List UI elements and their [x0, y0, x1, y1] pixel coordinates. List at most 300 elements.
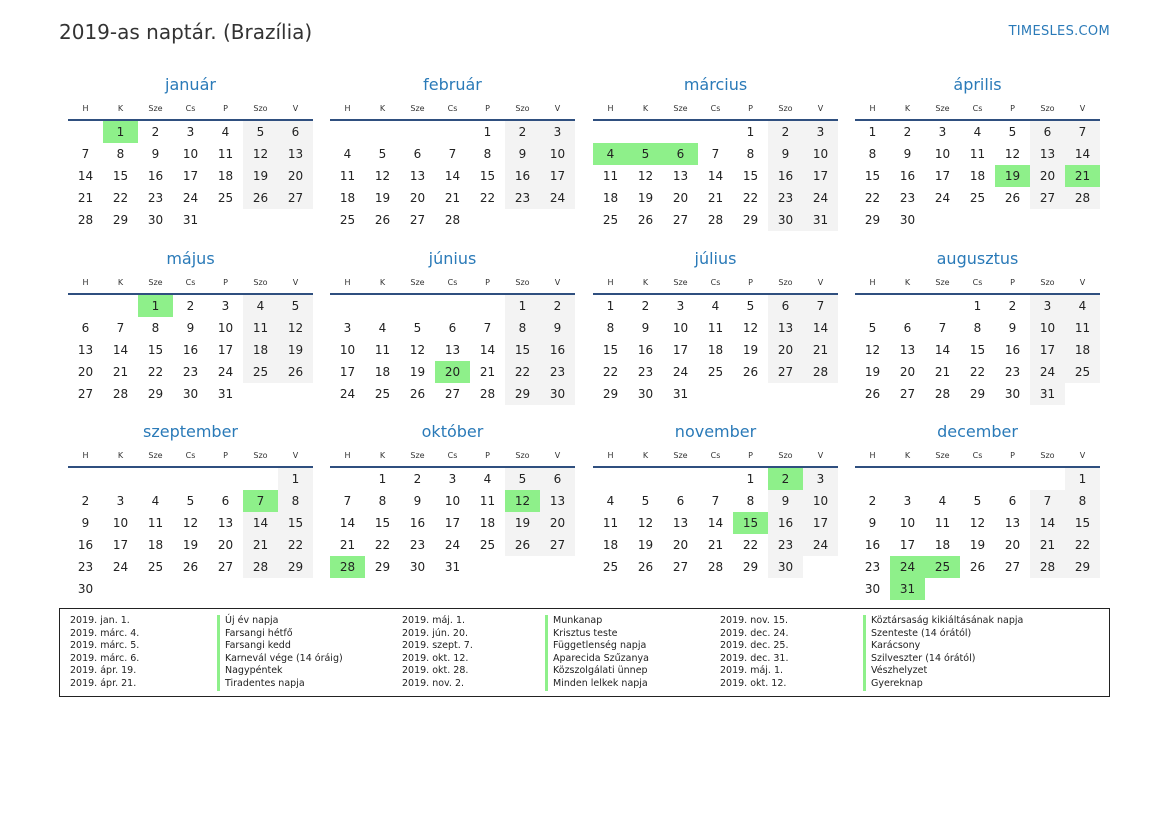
- day-cell: 17: [934, 169, 951, 183]
- legend-row: [720, 653, 1100, 666]
- day-cell: 2: [505, 121, 540, 143]
- day-cell: 13: [672, 169, 689, 183]
- weekday-label: H: [869, 104, 876, 113]
- day-cell: 31: [444, 560, 461, 574]
- day-cell: 30: [182, 387, 199, 401]
- day-cell: 4: [243, 295, 278, 317]
- day-cell: 13: [1030, 143, 1065, 165]
- day-cell: 1: [278, 468, 313, 490]
- day-cell: 3: [938, 125, 947, 139]
- weekday-label: H: [869, 451, 876, 460]
- month-április: [855, 74, 1100, 231]
- day-cell: 22: [147, 365, 164, 379]
- day-cell: 8: [505, 317, 540, 339]
- day-cell: 31: [1030, 383, 1065, 405]
- day-cell: 7: [116, 321, 125, 335]
- day-cell: 10: [112, 516, 129, 530]
- holiday-day: 4: [593, 143, 628, 165]
- day-cell: 25: [217, 191, 234, 205]
- weekday-label: K: [904, 451, 911, 460]
- day-cell: 26: [278, 361, 313, 383]
- empty-cell: [890, 468, 925, 490]
- holiday-name: Karnevál vége (14 óráig): [217, 653, 343, 666]
- holiday-name: Aparecida Szűzanya: [545, 653, 649, 666]
- day-cell: 1: [505, 295, 540, 317]
- day-cell: 12: [742, 321, 759, 335]
- day-cell: 7: [483, 321, 492, 335]
- holiday-day: 21: [1065, 165, 1100, 187]
- weekday-label: Szo: [778, 451, 793, 460]
- holiday-date: 2019. okt. 12.: [720, 677, 787, 689]
- weekday-label: K: [379, 278, 386, 287]
- legend-row: [720, 628, 1100, 641]
- weekday-label: Szo: [1040, 278, 1055, 287]
- day-cell: 28: [803, 361, 838, 383]
- day-cell: 13: [444, 343, 461, 357]
- day-cell: 15: [602, 343, 619, 357]
- day-cell: 10: [899, 516, 916, 530]
- day-cell: 3: [343, 321, 352, 335]
- day-cell: 14: [479, 343, 496, 357]
- holiday-date: 2019. dec. 24.: [720, 627, 789, 639]
- day-cell: 23: [768, 534, 803, 556]
- day-cell: 21: [339, 538, 356, 552]
- holiday-day: 28: [330, 556, 365, 578]
- day-cell: 18: [934, 538, 951, 552]
- weekday-label: H: [607, 104, 614, 113]
- day-cell: 24: [182, 191, 199, 205]
- day-cell: 27: [899, 387, 916, 401]
- day-cell: 26: [637, 560, 654, 574]
- holiday-name: Vészhelyzet: [863, 665, 927, 678]
- holiday-date: 2019. ápr. 19.: [70, 665, 137, 677]
- weekday-label: Szo: [253, 104, 268, 113]
- holiday-date: 2019. szept. 7.: [402, 640, 473, 652]
- holiday-name: Új év napja: [217, 615, 278, 628]
- day-cell: 15: [112, 169, 129, 183]
- day-cell: 6: [1030, 121, 1065, 143]
- day-cell: 11: [217, 147, 234, 161]
- month-február: [330, 74, 575, 231]
- day-cell: 17: [1030, 339, 1065, 361]
- day-cell: 26: [182, 560, 199, 574]
- day-cell: 18: [243, 339, 278, 361]
- day-cell: 31: [803, 209, 838, 231]
- day-cell: 28: [77, 213, 94, 227]
- weekday-label: Sze: [148, 451, 163, 460]
- holiday-name: Minden lelkek napja: [545, 678, 648, 691]
- weekday-header: [855, 270, 1100, 295]
- day-cell: 29: [602, 387, 619, 401]
- holiday-day: 7: [243, 490, 278, 512]
- holiday-name: Gyereknap: [863, 678, 923, 691]
- weekday-label: Cs: [185, 104, 196, 113]
- day-cell: 23: [505, 187, 540, 209]
- holiday-day: 1: [103, 121, 138, 143]
- day-cell: 29: [864, 213, 881, 227]
- day-cell: 21: [803, 339, 838, 361]
- day-cell: 18: [339, 191, 356, 205]
- weekday-label: V: [817, 278, 824, 287]
- weekday-label: P: [1010, 104, 1015, 113]
- day-cell: 23: [182, 365, 199, 379]
- day-cell: 6: [903, 321, 912, 335]
- day-cell: 21: [479, 365, 496, 379]
- day-cell: 20: [672, 538, 689, 552]
- day-cell: 19: [742, 343, 759, 357]
- day-cell: 14: [707, 516, 724, 530]
- day-cell: 1: [973, 299, 982, 313]
- day-cell: 24: [112, 560, 129, 574]
- day-cell: 11: [602, 516, 619, 530]
- day-cell: 17: [112, 538, 129, 552]
- weekday-label: P: [1010, 451, 1015, 460]
- legend-column: [70, 615, 390, 691]
- day-cell: 14: [1065, 143, 1100, 165]
- day-cell: 9: [903, 147, 912, 161]
- day-cell: 20: [409, 191, 426, 205]
- day-grid: [330, 295, 575, 405]
- day-cell: 22: [479, 191, 496, 205]
- day-cell: 10: [540, 143, 575, 165]
- day-cell: 4: [606, 494, 615, 508]
- day-cell: 21: [243, 534, 278, 556]
- day-cell: 24: [540, 187, 575, 209]
- month-november: [593, 421, 838, 578]
- weekday-label: H: [607, 278, 614, 287]
- day-cell: 30: [147, 213, 164, 227]
- day-cell: 5: [1008, 125, 1017, 139]
- day-cell: 7: [81, 147, 90, 161]
- day-cell: 25: [243, 361, 278, 383]
- day-cell: 16: [505, 165, 540, 187]
- day-cell: 18: [602, 191, 619, 205]
- day-cell: 27: [278, 187, 313, 209]
- weekday-label: P: [223, 104, 228, 113]
- weekday-label: Cs: [447, 104, 458, 113]
- weekday-label: H: [82, 278, 89, 287]
- empty-cell: [628, 468, 663, 490]
- day-cell: 17: [339, 365, 356, 379]
- day-cell: 14: [77, 169, 94, 183]
- day-cell: 8: [746, 147, 755, 161]
- month-augusztus: [855, 248, 1100, 405]
- month-május: [68, 248, 313, 405]
- day-cell: 18: [707, 343, 724, 357]
- month-name: szeptember: [142, 422, 238, 441]
- day-cell: 14: [803, 317, 838, 339]
- day-cell: 5: [641, 494, 650, 508]
- day-cell: 25: [374, 387, 391, 401]
- month-name: augusztus: [936, 249, 1019, 268]
- day-cell: 20: [672, 191, 689, 205]
- day-cell: 15: [969, 343, 986, 357]
- day-cell: 21: [707, 191, 724, 205]
- day-cell: 24: [803, 187, 838, 209]
- day-cell: 9: [186, 321, 195, 335]
- month-szeptember: [68, 421, 313, 600]
- day-cell: 3: [803, 121, 838, 143]
- empty-cell: [593, 121, 628, 143]
- day-cell: 4: [483, 472, 492, 486]
- day-cell: 26: [742, 365, 759, 379]
- day-cell: 29: [505, 383, 540, 405]
- holiday-name: Farsangi hétfő: [217, 628, 293, 641]
- legend-row: [70, 628, 390, 641]
- day-cell: 18: [147, 538, 164, 552]
- weekday-label: K: [117, 451, 124, 460]
- weekday-header: [593, 270, 838, 295]
- holiday-name: Szenteste (14 órától): [863, 628, 971, 641]
- month-name: január: [165, 75, 216, 94]
- day-cell: 23: [77, 560, 94, 574]
- day-cell: 12: [409, 343, 426, 357]
- empty-cell: [1030, 468, 1065, 490]
- legend-row: [720, 678, 1100, 691]
- empty-cell: [208, 468, 243, 490]
- empty-cell: [68, 121, 103, 143]
- day-cell: 21: [707, 538, 724, 552]
- legend-row: [70, 665, 390, 678]
- day-cell: 28: [112, 387, 129, 401]
- empty-cell: [365, 121, 400, 143]
- weekday-label: P: [748, 104, 753, 113]
- weekday-header: [593, 443, 838, 468]
- day-cell: 22: [1065, 534, 1100, 556]
- day-cell: 30: [768, 209, 803, 231]
- weekday-label: P: [485, 278, 490, 287]
- holiday-date: 2019. jún. 20.: [402, 627, 469, 639]
- day-cell: 15: [742, 169, 759, 183]
- day-cell: 27: [77, 387, 94, 401]
- day-cell: 23: [768, 187, 803, 209]
- holiday-name: Farsangi kedd: [217, 640, 291, 653]
- day-cell: 5: [973, 494, 982, 508]
- month-name: július: [694, 249, 737, 268]
- day-cell: 20: [1030, 165, 1065, 187]
- day-cell: 5: [505, 468, 540, 490]
- day-cell: 26: [505, 534, 540, 556]
- holiday-day: 20: [435, 361, 470, 383]
- day-cell: 13: [278, 143, 313, 165]
- holiday-name: Szilveszter (14 órától): [863, 653, 975, 666]
- holiday-date: 2019. márc. 6.: [70, 652, 140, 664]
- holiday-date: 2019. dec. 25.: [720, 640, 789, 652]
- empty-cell: [435, 295, 470, 317]
- day-cell: 4: [973, 125, 982, 139]
- day-cell: 16: [1004, 343, 1021, 357]
- day-cell: 13: [217, 516, 234, 530]
- day-grid: [593, 121, 838, 231]
- empty-cell: [243, 468, 278, 490]
- weekday-label: Szo: [778, 104, 793, 113]
- day-cell: 19: [637, 191, 654, 205]
- day-cell: 6: [1008, 494, 1017, 508]
- weekday-label: Cs: [972, 451, 983, 460]
- day-cell: 5: [413, 321, 422, 335]
- day-cell: 9: [540, 317, 575, 339]
- holiday-day: 31: [890, 578, 925, 600]
- day-cell: 16: [540, 339, 575, 361]
- month-name: április: [953, 75, 1002, 94]
- weekday-label: Sze: [148, 104, 163, 113]
- weekday-label: Cs: [710, 278, 721, 287]
- day-cell: 21: [77, 191, 94, 205]
- day-cell: 19: [409, 365, 426, 379]
- day-cell: 30: [77, 582, 94, 596]
- weekday-label: P: [485, 104, 490, 113]
- day-cell: 15: [147, 343, 164, 357]
- day-cell: 28: [1065, 187, 1100, 209]
- weekday-label: Cs: [710, 104, 721, 113]
- day-cell: 31: [182, 213, 199, 227]
- day-cell: 26: [969, 560, 986, 574]
- day-cell: 2: [81, 494, 90, 508]
- weekday-header: [330, 96, 575, 121]
- day-cell: 4: [343, 147, 352, 161]
- weekday-label: P: [223, 278, 228, 287]
- month-name: március: [683, 75, 748, 94]
- day-cell: 22: [969, 365, 986, 379]
- day-cell: 26: [409, 387, 426, 401]
- day-cell: 8: [746, 494, 755, 508]
- empty-cell: [173, 468, 208, 490]
- day-cell: 26: [374, 213, 391, 227]
- day-cell: 7: [711, 494, 720, 508]
- holiday-day: 25: [925, 556, 960, 578]
- day-cell: 11: [243, 317, 278, 339]
- day-cell: 27: [672, 213, 689, 227]
- day-cell: 11: [374, 343, 391, 357]
- holiday-name: Krisztus teste: [545, 628, 618, 641]
- day-cell: 20: [278, 165, 313, 187]
- weekday-header: [593, 96, 838, 121]
- day-cell: 8: [973, 321, 982, 335]
- legend-row: [720, 665, 1100, 678]
- weekday-label: Sze: [410, 278, 425, 287]
- day-cell: 17: [803, 512, 838, 534]
- holiday-name: Karácsony: [863, 640, 920, 653]
- day-cell: 28: [707, 213, 724, 227]
- month-október: [330, 421, 575, 578]
- day-cell: 19: [637, 538, 654, 552]
- site-link[interactable]: TIMESLES.COM: [1008, 24, 1110, 39]
- weekday-label: H: [607, 451, 614, 460]
- day-cell: 24: [672, 365, 689, 379]
- weekday-label: V: [1079, 104, 1086, 113]
- holiday-day: 5: [628, 143, 663, 165]
- weekday-label: V: [817, 104, 824, 113]
- day-cell: 6: [540, 468, 575, 490]
- empty-cell: [103, 295, 138, 317]
- day-cell: 25: [339, 213, 356, 227]
- holiday-date: 2019. nov. 2.: [402, 677, 465, 689]
- day-cell: 20: [540, 512, 575, 534]
- month-name: november: [674, 422, 757, 441]
- day-cell: 4: [1065, 295, 1100, 317]
- empty-cell: [330, 121, 365, 143]
- month-name: december: [937, 422, 1018, 441]
- day-cell: 16: [182, 343, 199, 357]
- day-grid: [593, 295, 838, 405]
- legend-row: [402, 665, 722, 678]
- day-cell: 17: [444, 516, 461, 530]
- day-cell: 10: [182, 147, 199, 161]
- day-cell: 3: [803, 468, 838, 490]
- day-cell: 5: [243, 121, 278, 143]
- day-cell: 7: [711, 147, 720, 161]
- day-cell: 1: [378, 472, 387, 486]
- day-cell: 12: [1004, 147, 1021, 161]
- weekday-label: K: [379, 451, 386, 460]
- day-cell: 29: [742, 560, 759, 574]
- legend-row: [402, 615, 722, 628]
- legend-row: [70, 678, 390, 691]
- day-cell: 9: [868, 516, 877, 530]
- weekday-label: Sze: [935, 104, 950, 113]
- day-cell: 16: [637, 343, 654, 357]
- holiday-day: 12: [505, 490, 540, 512]
- day-cell: 7: [1065, 121, 1100, 143]
- weekday-label: K: [904, 104, 911, 113]
- day-cell: 24: [339, 387, 356, 401]
- weekday-label: Szo: [1040, 451, 1055, 460]
- empty-cell: [330, 295, 365, 317]
- weekday-label: H: [82, 104, 89, 113]
- day-cell: 9: [768, 490, 803, 512]
- day-cell: 12: [278, 317, 313, 339]
- day-cell: 11: [707, 321, 724, 335]
- weekday-label: Cs: [447, 278, 458, 287]
- day-cell: 19: [278, 339, 313, 361]
- empty-cell: [698, 121, 733, 143]
- day-cell: 14: [243, 512, 278, 534]
- day-cell: 11: [479, 494, 496, 508]
- day-cell: 16: [147, 169, 164, 183]
- month-január: [68, 74, 313, 231]
- day-cell: 30: [864, 582, 881, 596]
- day-cell: 17: [672, 343, 689, 357]
- legend-row: [402, 628, 722, 641]
- day-cell: 29: [1065, 556, 1100, 578]
- day-cell: 23: [1004, 365, 1021, 379]
- weekday-label: P: [485, 451, 490, 460]
- legend-row: [402, 653, 722, 666]
- day-cell: 26: [637, 213, 654, 227]
- holiday-date: 2019. nov. 15.: [720, 615, 789, 626]
- day-cell: 19: [182, 538, 199, 552]
- day-cell: 25: [969, 191, 986, 205]
- empty-cell: [400, 121, 435, 143]
- month-name: június: [428, 249, 477, 268]
- day-cell: 29: [278, 556, 313, 578]
- day-cell: 19: [243, 165, 278, 187]
- holiday-date: 2019. máj. 1.: [402, 615, 466, 626]
- legend-column: [720, 615, 1100, 691]
- day-cell: 12: [374, 169, 391, 183]
- day-cell: 1: [746, 472, 755, 486]
- day-cell: 5: [868, 321, 877, 335]
- day-cell: 5: [378, 147, 387, 161]
- weekday-header: [68, 270, 313, 295]
- weekday-label: Cs: [972, 278, 983, 287]
- legend-row: [402, 640, 722, 653]
- day-cell: 19: [505, 512, 540, 534]
- day-cell: 25: [479, 538, 496, 552]
- day-cell: 3: [903, 494, 912, 508]
- day-cell: 12: [637, 169, 654, 183]
- day-grid: [593, 468, 838, 578]
